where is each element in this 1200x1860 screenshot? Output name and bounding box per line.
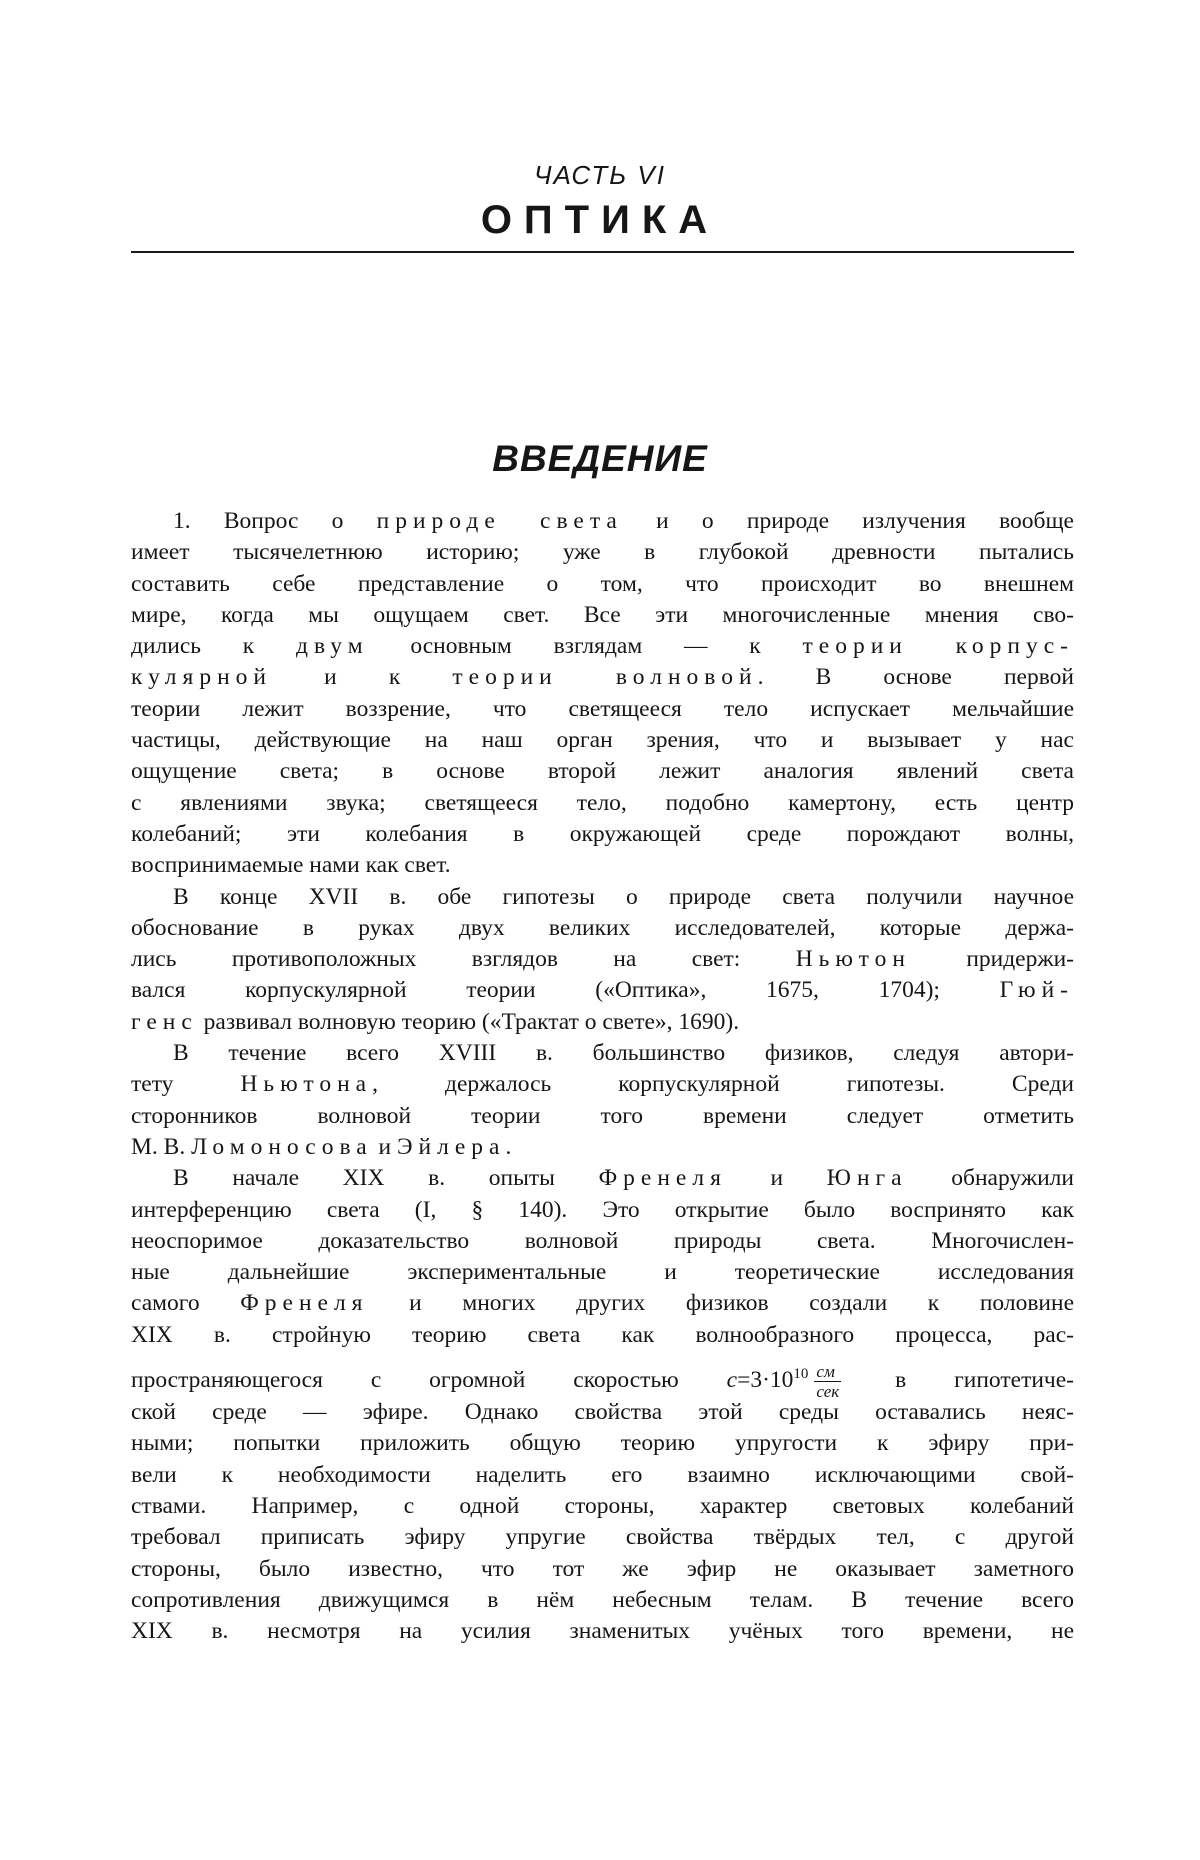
text-line: обоснование в руках двух великих исследователей, которые держа- xyxy=(131,914,1074,941)
text-line: вался корпускулярной теории («Оптика», 1675, 1704); Гюй- xyxy=(131,977,1074,1004)
text-line: тету Ньютона, держалось корпускулярной гипотезы. Среди xyxy=(131,1071,1074,1098)
text-line: В начале XIX в. опыты Френеля и Юнга обнаружили xyxy=(173,1165,1074,1192)
text-line: частицы, действующие на наш орган зрения, что и вызывает у нас xyxy=(131,727,1074,754)
text-line: теории лежит воззрение, что светящееся тело испускает мельчайшие xyxy=(131,695,1074,722)
text-line: М. В. Ломоносова и Эйлера. xyxy=(131,1133,512,1160)
text-line: 1. Вопрос о природе света и о природе излучения вообще xyxy=(173,508,1074,534)
text-line: с явлениями звука; светящееся тело, подобно камертону, есть центр xyxy=(131,789,1074,816)
speed-symbol: c xyxy=(726,1366,738,1393)
text-line: ствами. Например, с одной стороны, характер световых колебаний xyxy=(131,1492,1074,1519)
unit-fraction: $\frac{см}{\text{сек}}$ xyxy=(816,1361,840,1401)
text-line: интерференцию света (I, § 140). Это открытие было воспринято как xyxy=(131,1196,1074,1223)
text-line: дились к двум основным взглядам — к теории корпус- xyxy=(131,633,1074,660)
text-line: сопротивления движущимся в нём небесным телам. В течение всего xyxy=(131,1586,1074,1613)
text-line: требовал приписать эфиру упругие свойства твёрдых тел, с другой xyxy=(131,1524,1074,1551)
text-line: кулярной и к теории волновой. В основе первой xyxy=(131,664,1074,691)
title-rule xyxy=(131,251,1074,253)
text-line: стороны, было известно, что тот же эфир не оказывает заметного xyxy=(131,1555,1074,1582)
text-line: колебаний; эти колебания в окружающей среде порождают волны, xyxy=(131,820,1074,847)
text-line-formula: пространяющегося с огромной скоростью $c=3\cdot 10^{10}$ $\frac{см}{\text{сек}}$ в гипотетиче- xyxy=(131,1361,1074,1401)
text-line: ской среде — эфире. Однако свойства этой среды оставались неяс- xyxy=(131,1399,1074,1426)
body-text xyxy=(131,506,1074,1647)
text-line: сторонников волновой теории того времени следует отметить xyxy=(131,1102,1074,1129)
text-line: ощущение света; в основе второй лежит аналогия явлений света xyxy=(131,758,1074,785)
text-line: ными; попытки приложить общую теорию упругости к эфиру при- xyxy=(131,1430,1074,1457)
text-line: мире, когда мы ощущаем свет. Все эти многочисленные мнения сво- xyxy=(131,601,1074,628)
text-line: составить себе представление о том, что происходит во внешнем xyxy=(131,570,1074,597)
section-title: ВВЕДЕНИЕ xyxy=(492,438,708,479)
text-line: В конце XVII в. обе гипотезы о природе света получили научное xyxy=(173,883,1074,910)
text-line: лись противоположных взглядов на свет: Ньютон придержи- xyxy=(131,946,1074,973)
text-line: XIX в. стройную теорию света как волнообразного процесса, рас- xyxy=(131,1321,1074,1348)
text-line: ные дальнейшие экспериментальные и теоретические исследования xyxy=(131,1259,1074,1286)
text-line: вели к необходимости наделить его взаимно исключающими свой- xyxy=(131,1461,1074,1488)
text-line: генс развивал волновую теорию («Трактат о свете», 1690). xyxy=(131,1008,740,1035)
text-line: В течение всего XVIII в. большинство физиков, следуя автори- xyxy=(173,1040,1074,1067)
text-line: неоспоримое доказательство волновой природы света. Многочислен- xyxy=(131,1227,1074,1254)
text-line: имеет тысячелетнюю историю; уже в глубокой древности пытались xyxy=(131,539,1074,566)
text-line: воспринимаемые нами как свет. xyxy=(131,852,451,879)
part-title: ОПТИКА xyxy=(480,198,720,242)
text-line: XIX в. несмотря на усилия знаменитых учёных того времени, не xyxy=(131,1618,1074,1645)
text-line: самого Френеля и многих других физиков создали к половине xyxy=(131,1290,1074,1317)
part-label: ЧАСТЬ VI xyxy=(534,160,666,190)
